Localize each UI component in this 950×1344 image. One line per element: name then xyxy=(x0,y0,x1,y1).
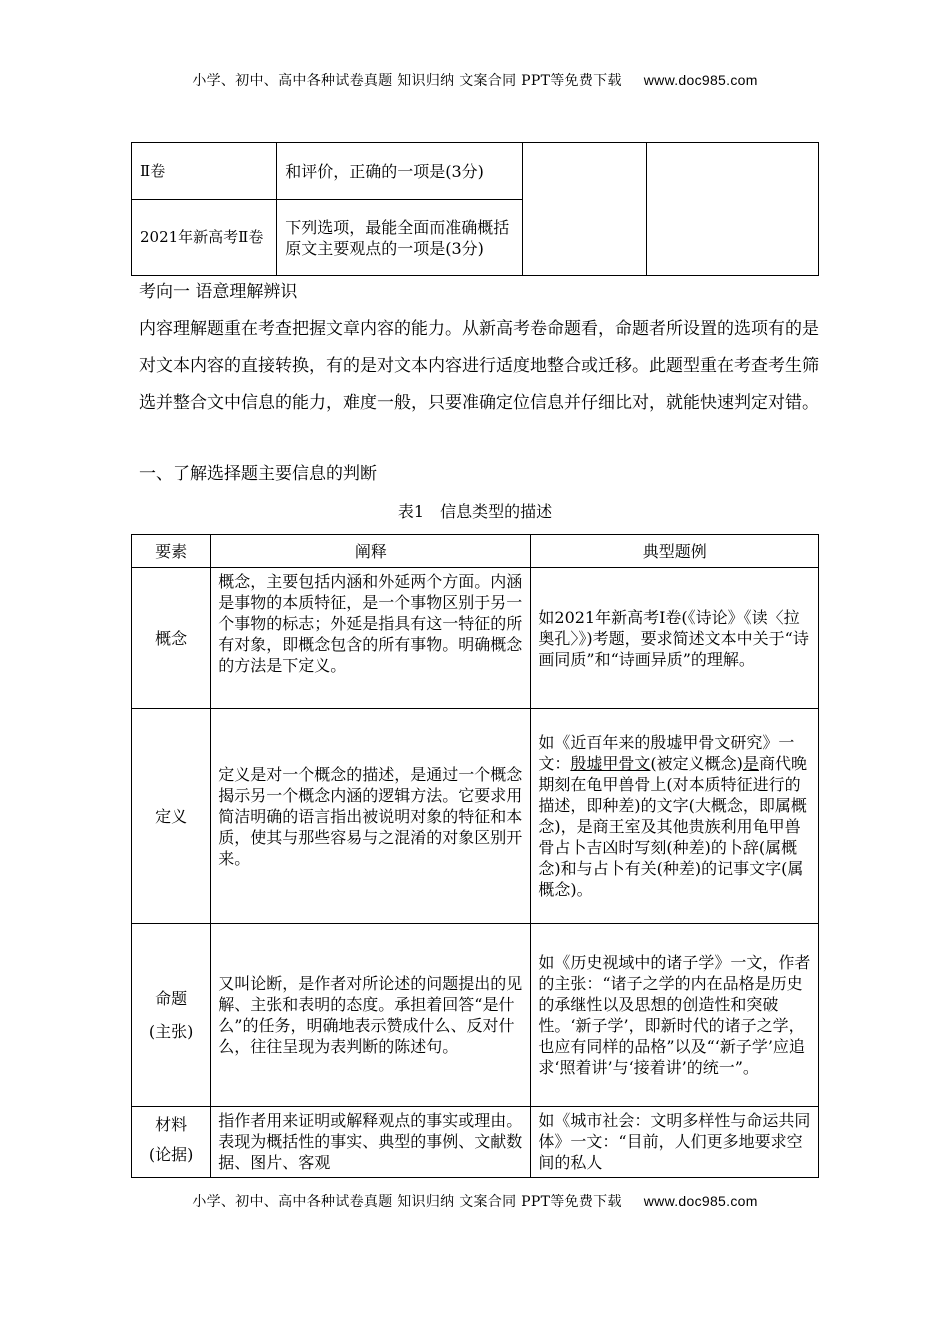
example-cell: 如2021年新高考Ⅰ卷(《诗论》《读〈拉奥孔〉》)考题，要求简述文本中关于“诗画同质”和“诗画异质”的理解。 xyxy=(531,568,819,709)
footer-site-link[interactable]: www.doc985.com xyxy=(643,1193,758,1209)
question-cell: 下列选项，最能全面而准确概括原文主要观点的一项是(3分) xyxy=(277,200,522,276)
desc-cell: 定义是对一个概念的描述，是通过一个概念揭示另一个概念内涵的逻辑方法。它要求用简洁明确的语言指出被说明对象的特征和本质，使其与那些容易与之混淆的对象区别开来。 xyxy=(211,709,531,924)
table-header-row xyxy=(132,535,819,568)
example-text: (被定义概念) xyxy=(650,754,743,773)
table-row xyxy=(132,1107,819,1178)
desc-cell: 概念，主要包括内涵和外延两个方面。内涵是事物的本质特征，是一个事物区别于另一个事物的标志；外延是指具有这一特征的所有对象，即概念包含的所有事物。明确概念的方法是下定义。 xyxy=(211,568,531,709)
example-cell: 如《历史视域中的诸子学》一文，作者的主张：“诸子之学的内在品格是历史的承继性以及思想的创造性和突破性。‘新子学’，即新时代的诸子之学，也应有同样的品格”以及“‘新子学’应追求‘照着讲’与‘接着讲’的统一”。 xyxy=(531,924,819,1107)
table-caption: 表1 信息类型的描述 xyxy=(397,502,553,521)
page-header xyxy=(0,70,950,90)
key-line: (论据) xyxy=(148,1145,194,1164)
example-text: 商代晚期刻在龟甲兽骨上(对本质特征进行的描述，即种差)的文字(大概念，即属概念)，是商王室及其他贵族利用龟甲兽骨占卜吉凶时写刻(种差)的卜辞(属概念)和与占卜有关(种差)的记事文字(属概念)。 xyxy=(538,754,807,899)
exam-cell: 2021年新高考Ⅱ卷 xyxy=(132,200,277,276)
section-heading: 考向一 语意理解辨识 xyxy=(139,282,298,302)
exam-cell: Ⅱ卷 xyxy=(132,143,277,200)
column-header: 典型题例 xyxy=(531,535,819,568)
example-cell xyxy=(531,709,819,924)
key-line: 材料 xyxy=(155,1115,188,1134)
key-cell: 概念 xyxy=(132,568,211,709)
key-line: 命题 xyxy=(155,989,188,1008)
exam-question-table xyxy=(131,142,819,276)
page-footer xyxy=(0,1191,950,1211)
example-cell: 如《城市社会：文明多样性与命运共同体》一文：“目前，人们更多地要求空间的私人 xyxy=(531,1107,819,1178)
underlined-term: 是 xyxy=(742,754,759,773)
footer-text: 小学、初中、高中各种试卷真题 知识归纳 文案合同 PPT等免费下载 xyxy=(192,1194,622,1210)
table-row xyxy=(132,568,819,709)
empty-cell xyxy=(646,143,818,276)
underlined-term: 殷墟甲骨文 xyxy=(570,754,651,773)
key-line: (主张) xyxy=(148,1022,194,1041)
desc-cell: 指作者用来证明或解释观点的事实或理由。表现为概括性的事实、典型的事例、文献数据、图片、客观 xyxy=(211,1107,531,1178)
sub-heading: 一、了解选择题主要信息的判断 xyxy=(139,464,377,484)
column-header: 要素 xyxy=(132,535,211,568)
desc-cell: 又叫论断，是作者对所论述的问题提出的见解、主张和表明的态度。承担着回答“是什么”的任务，明确地表示赞成什么、反对什么，往往呈现为表判断的陈述句。 xyxy=(211,924,531,1107)
intro-paragraph: 内容理解题重在考查把握文章内容的能力。从新高考卷命题看，命题者所设置的选项有的是对文本内容的直接转换，有的是对文本内容进行适度地整合或迁移。此题型重在考查考生筛选并整合文中信息的能力，难度一般，只要准确定位信息并仔细比对，就能快速判定对错。 xyxy=(139,319,819,413)
column-header: 阐释 xyxy=(211,535,531,568)
header-site-link[interactable]: www.doc985.com xyxy=(643,72,758,88)
key-cell xyxy=(132,1107,211,1178)
table-row xyxy=(132,709,819,924)
empty-cell xyxy=(522,143,646,276)
info-type-table xyxy=(131,534,819,1178)
header-text: 小学、初中、高中各种试卷真题 知识归纳 文案合同 PPT等免费下载 xyxy=(192,73,622,89)
table-row xyxy=(132,924,819,1107)
example-text: 如《近百年来的殷墟甲骨文研究》一文： xyxy=(538,733,795,773)
key-cell: 定义 xyxy=(132,709,211,924)
question-cell: 和评价，正确的一项是(3分) xyxy=(277,143,522,200)
table-row xyxy=(132,143,819,200)
key-cell xyxy=(132,924,211,1107)
